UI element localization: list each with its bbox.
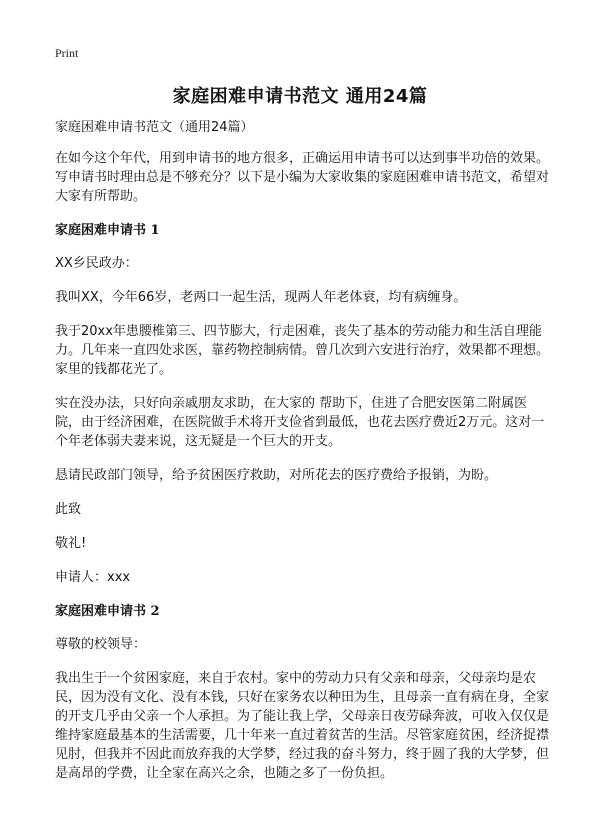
letter-2-paragraph: 我出生于一个贫困家庭，来自于农村。家中的劳动力只有父亲和母亲，父母亲均是农民，因为没有文化、没有本钱，只好在家务农以种田为生，且母亲一直有病在身，全家的开支几乎由父亲一个人承担。为了能让我上学，父母亲日夜劳碌奔波，可收入仅仅是维持家庭最基本的生活需要，几十年来一直过着贫苦的生活。尽管家庭贫困，经济捉襟见肘，但我并不因此而放弃我的大学梦，经过我的奋斗努力，终于圆了我的大学梦，但是高昂的学费，让全家在高兴之余，也随之多了一份负担。 xyxy=(55,671,550,781)
letter-1-paragraph: 恳请民政部门领导，给予贫困医疗救助，对所花去的医疗费给予报销，为盼。 xyxy=(55,468,498,483)
letter-2-heading: 家庭困难申请书 2 xyxy=(55,604,160,619)
letter-1-paragraph: 我叫XX，今年66岁，老两口一起生活，现两人年老体衰，均有病缠身。 xyxy=(55,290,467,305)
letter-1-salutation: XX乡民政办： xyxy=(55,256,138,271)
document-title: 家庭困难申请书范文 通用24篇 xyxy=(172,86,428,107)
document-body xyxy=(55,118,550,798)
letter-1-paragraph: 实在没办法，只好向亲戚朋友求助，在大家的 帮助下，住进了合肥安医第二附属医院，由于经济困难，在医院做手术将开支俭省到最低，也花去医疗费近2万元。这对一个年老体弱夫妻来说，这无疑是一个巨大的开支。 xyxy=(55,396,545,449)
letter-2-salutation: 尊敬的校领导： xyxy=(55,637,147,652)
letter-1-signature: 申请人：xxx xyxy=(55,570,131,585)
letter-1-paragraph: 我于20xx年患腰椎第三、四节膨大，行走困难，丧失了基本的劳动能力和生活自理能力。几年来一直四处求医，靠药物控制病情。曾几次到六安进行治疗，效果都不理想。家里的钱都花光了。 xyxy=(55,324,550,377)
letter-1-regards: 敬礼! xyxy=(55,536,87,551)
print-label: Print xyxy=(55,46,79,60)
document-subtitle: 家庭困难申请书范文（通用24篇） xyxy=(55,120,254,135)
letter-1-closing: 此致 xyxy=(55,502,82,517)
letter-1-heading: 家庭困难申请书 1 xyxy=(55,223,160,238)
intro-paragraph: 在如今这个年代，用到申请书的地方很多，正确运用申请书可以达到事半功倍的效果。写申请书时理由总是不够充分？以下是小编为大家收集的家庭困难申请书范文，希望对大家有所帮助。 xyxy=(55,151,550,204)
